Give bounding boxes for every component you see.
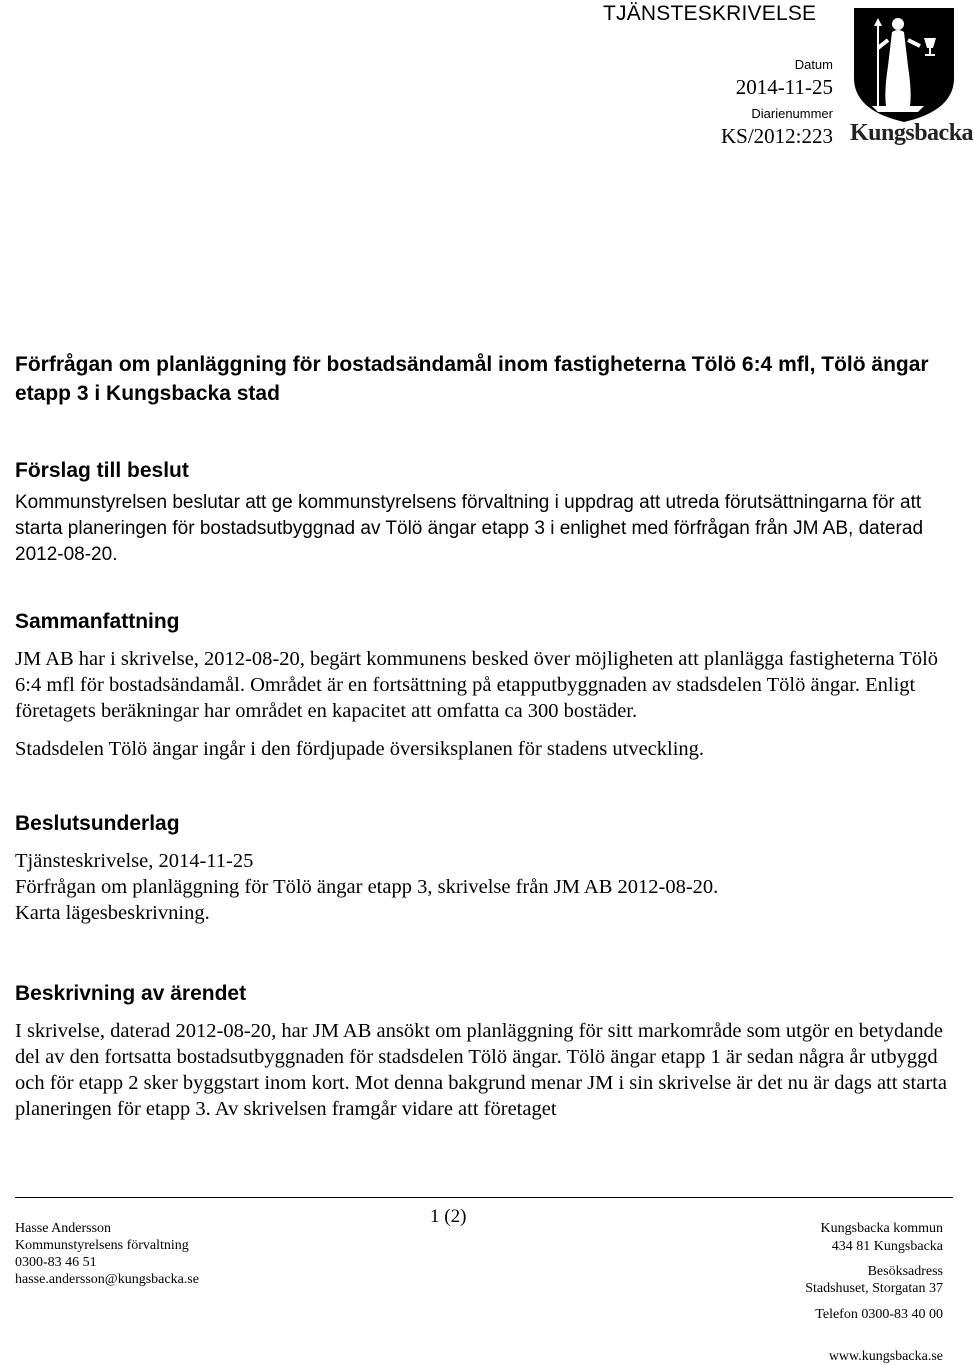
basis-heading: Beslutsunderlag (15, 812, 180, 835)
document-title: Förfrågan om planläggning för bostadsändamål inom fastigheterna Tölö 6:4 mfl, Tölö ängar etapp 3 i Kungsbacka stad (15, 353, 929, 405)
contact-email: hasse.andersson@kungsbacka.se (15, 1272, 199, 1287)
diarie-label: Diarienummer (751, 106, 833, 121)
visit-address: Stadshuset, Storgatan 37 (805, 1281, 943, 1296)
contact-name: Hasse Andersson (15, 1221, 112, 1236)
basis-item-2: Förfrågan om planläggning för Tölö ängar etapp 3, skrivelse från JM AB 2012-08-20. (15, 876, 719, 898)
page-number: 1 (2) (430, 1206, 467, 1227)
date-value: 2014-11-25 (735, 75, 833, 99)
contact-phone: 0300-83 46 51 (15, 1255, 97, 1270)
basis-item-3: Karta lägesbeskrivning. (15, 902, 210, 924)
org-address: 434 81 Kungsbacka (831, 1239, 943, 1254)
description-text: I skrivelse, daterad 2012-08-20, har JM AB ansökt om planläggning för sitt markområde som utgör en betydande del av den fortsatta bostadsutbyggnaden för stadsdelen Tölö ängar. Tölö ängar etapp 1 är sedan några år utbyggd och för etapp 2 sker byggstart inom kort. Mot denna bakgrund menar JM i sin skrivelse är det nu är dags att starta planeringen för etapp 3. Av skrivelsen framgår vidare att företaget (15, 1020, 947, 1120)
proposal-text: Kommunstyrelsen beslutar att ge kommunstyrelsens förvaltning i uppdrag att utreda förutsättningarna för att starta planeringen för bostadsutbyggnad av Tölö ängar etapp 3 i enlighet med förfrågan från JM AB, daterad 2012-08-20. (15, 492, 924, 565)
visit-address-label: Besöksadress (867, 1264, 943, 1279)
basis-item-1: Tjänsteskrivelse, 2014-11-25 (15, 850, 254, 872)
org-phone: Telefon 0300-83 40 00 (815, 1307, 943, 1322)
org-website: www.kungsbacka.se (828, 1349, 943, 1364)
org-name: Kungsbacka kommun (820, 1221, 943, 1236)
diarie-value: KS/2012:223 (720, 124, 833, 148)
date-label: Datum (794, 57, 833, 72)
logo-wordmark: Kungsbacka (850, 120, 973, 146)
document-body (15, 350, 950, 1122)
summary-heading: Sammanfattning (15, 610, 180, 633)
summary-paragraph-1: JM AB har i skrivelse, 2012-08-20, begärt kommunens besked över möjligheten att planlägga fastigheterna Tölö 6:4 mfl för bostadsändamål. Området är en fortsättning på etapputbyggnaden av stadsdelen Tölö ängar. Enligt företagets beräkningar har området en kapacitet att omfatta ca 300 bostäder. (15, 648, 939, 722)
proposal-heading: Förslag till beslut (15, 459, 189, 482)
footer-divider (15, 1197, 953, 1198)
document-type: TJÄNSTESKRIVELSE (603, 2, 817, 25)
contact-organization: Kommunstyrelsens förvaltning (15, 1238, 189, 1253)
summary-paragraph-2: Stadsdelen Tölö ängar ingår i den fördjupade översiksplanen för stadens utveckling. (15, 738, 705, 760)
description-heading: Beskrivning av ärendet (15, 982, 247, 1005)
